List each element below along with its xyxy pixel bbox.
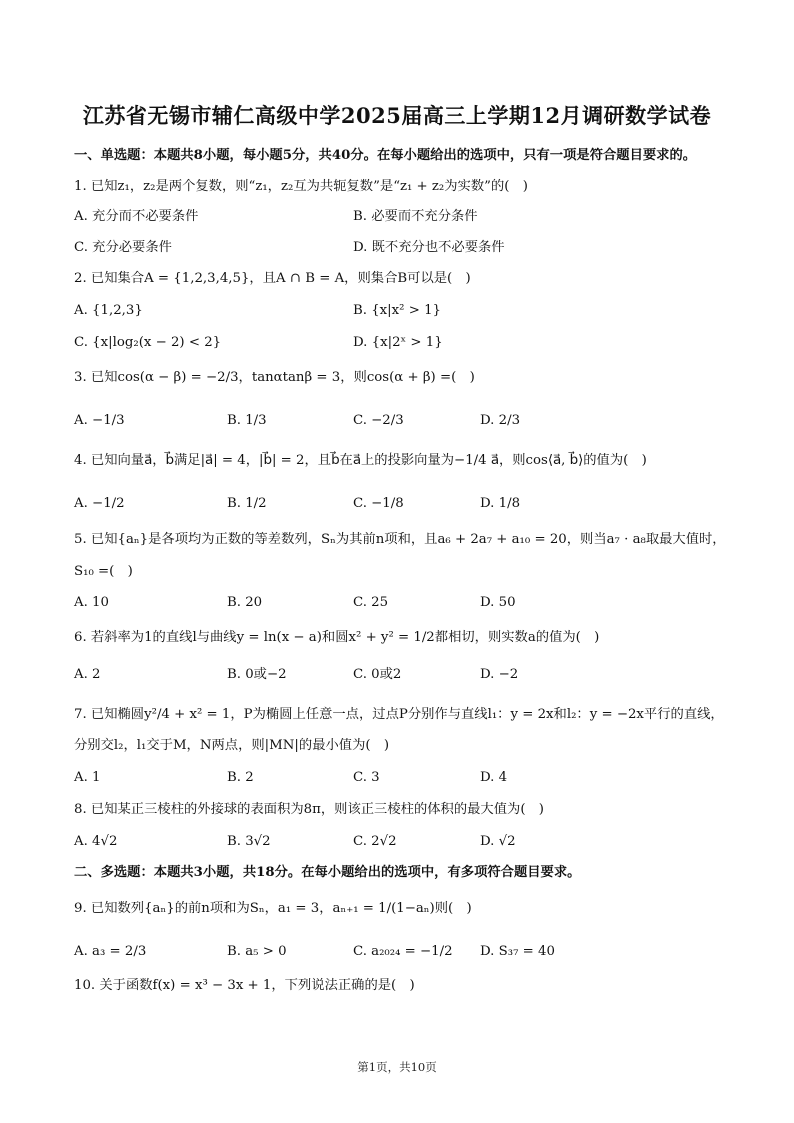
question-3-option-b: B. 1/3 [227,413,267,428]
question-8-stem: 8. 已知某正三棱柱的外接球的表面积为8π，则该正三棱柱的体积的最大值为( ) [74,802,544,817]
question-4-option-c: C. −1/8 [353,496,404,511]
question-2-option-d: D. {x|2ˣ > 1} [353,335,443,350]
question-7-option-d: D. 4 [480,770,508,785]
question-9-option-c: C. a₂₀₂₄ = −1/2 [353,944,453,959]
question-5-option-d: D. 50 [480,595,516,610]
question-2-stem: 2. 已知集合A = {1,2,3,4,5}，且A ∩ B = A，则集合B可以是( ) [74,271,471,286]
page-title: 江苏省无锡市辅仁高级中学2025届高三上学期12月调研数学试卷 [82,103,712,128]
page-footer: 第1页，共10页 [357,1060,437,1074]
question-3-option-c: C. −2/3 [353,413,404,428]
question-8-option-d: D. √2 [480,834,516,849]
question-5-stem: 5. 已知{aₙ}是各项均为正数的等差数列，Sₙ为其前n项和，且a₆ + 2a₇ + a₁₀ = 20，则当a₇ · a₈取最大值时， [74,532,726,547]
section-1-heading: 一、单选题：本题共8小题，每小题5分，共40分。在每小题给出的选项中，只有一项是符合题目要求的。 [74,148,697,163]
question-8-option-a: A. 4√2 [74,834,118,849]
question-7-option-c: C. 3 [353,770,380,785]
question-1-stem: 1. 已知z₁，z₂是两个复数，则“z₁，z₂互为共轭复数”是“z₁ + z₂为实数”的( ) [74,179,528,194]
question-2-option-a: A. {1,2,3} [74,303,143,318]
question-7-option-a: A. 1 [74,770,101,785]
question-3-option-a: A. −1/3 [74,413,125,428]
question-1-option-a: A. 充分而不必要条件 [74,209,199,224]
question-1-option-c: C. 充分必要条件 [74,240,172,255]
question-4-option-b: B. 1/2 [227,496,267,511]
question-5-option-a: A. 10 [74,595,109,610]
question-7-option-b: B. 2 [227,770,254,785]
question-2-option-b: B. {x|x² > 1} [353,303,442,318]
question-5-stem-continued: S₁₀ =( ) [74,564,133,579]
question-8-option-c: C. 2√2 [353,834,397,849]
question-4-option-d: D. 1/8 [480,496,521,511]
question-6-option-b: B. 0或−2 [227,667,287,682]
question-9-option-b: B. a₅ > 0 [227,944,287,959]
question-6-option-a: A. 2 [74,667,101,682]
question-6-stem: 6. 若斜率为1的直线l与曲线y = ln(x − a)和圆x² + y² = 1/2都相切，则实数a的值为( ) [74,630,600,645]
question-9-option-d: D. S₃₇ = 40 [480,944,555,959]
question-6-option-c: C. 0或2 [353,667,402,682]
question-3-option-d: D. 2/3 [480,413,521,428]
question-6-option-d: D. −2 [480,667,519,682]
question-9-stem: 9. 已知数列{aₙ}的前n项和为Sₙ，a₁ = 3，aₙ₊₁ = 1/(1−aₙ)则( ) [74,901,472,916]
section-2-heading: 二、多选题：本题共3小题，共18分。在每小题给出的选项中，有多项符合题目要求。 [74,865,581,880]
question-9-option-a: A. a₃ = 2/3 [74,944,147,959]
question-1-option-b: B. 必要而不充分条件 [353,209,478,224]
question-2-option-c: C. {x|log₂(x − 2) < 2} [74,335,222,350]
question-5-option-c: C. 25 [353,595,389,610]
question-10-stem: 10. 关于函数f(x) = x³ − 3x + 1，下列说法正确的是( ) [74,978,415,993]
question-1-option-d: D. 既不充分也不必要条件 [353,240,505,255]
question-5-option-b: B. 20 [227,595,263,610]
question-8-option-b: B. 3√2 [227,834,271,849]
question-4-stem: 4. 已知向量a⃗，b⃗满足|a⃗| = 4，|b⃗| = 2，且b⃗在a⃗上的投影向量为−1/4 a⃗，则cos⟨a⃗, b⃗⟩的值为( ) [74,453,647,468]
question-3-stem: 3. 已知cos(α − β) = −2/3，tanαtanβ = 3，则cos(α + β) =( ) [74,370,475,385]
question-7-stem-continued: 分别交l₂，l₁交于M，N两点，则|MN|的最小值为( ) [74,738,390,753]
question-7-stem: 7. 已知椭圆y²/4 + x² = 1，P为椭圆上任意一点，过点P分别作与直线l₁：y = 2x和l₂：y = −2x平行的直线， [74,707,724,722]
question-4-option-a: A. −1/2 [74,496,125,511]
